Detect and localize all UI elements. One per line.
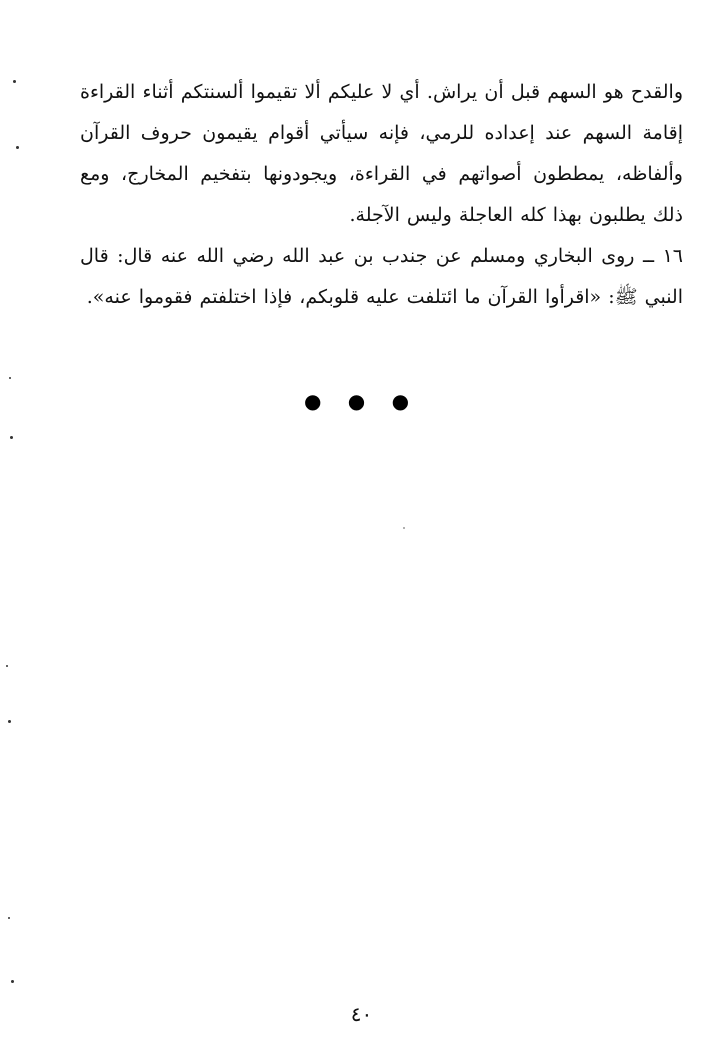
scan-speck — [13, 80, 16, 83]
scan-speck — [11, 980, 14, 983]
paragraph-hadith-16: ١٦ ــ روى البخاري ومسلم عن جندب بن عبد الله رضي الله عنه قال: قال النبي ﷺ: «اقرأوا القرآن ما ائتلفت عليه قلوبكم، فإذا اختلفتم فقوموا عنه». — [80, 245, 683, 308]
scan-speck — [6, 665, 8, 667]
scan-speck — [8, 917, 10, 919]
page-number: ٤٠ — [350, 1002, 373, 1026]
scan-speck — [9, 377, 11, 379]
paragraph-explanation: والقدح هو السهم قبل أن يراش. أي لا عليكم ألا تقيموا ألسنتكم أثناء القراءة إقامة السهم عند إعداده للرمي، فإنه سيأتي أقوام يقيمون حروف القرآن وألفاظه، يمططون أصواتهم في القراءة، ويجودونها بتفخيم المخارج، ومع ذلك يطلبون بهذا كله العاجلة وليس الآجلة. — [80, 81, 683, 226]
scan-speck — [8, 720, 11, 723]
scan-speck — [16, 146, 19, 149]
section-separator: ● ● ● — [303, 389, 420, 413]
scan-speck — [10, 436, 13, 439]
scan-speck — [403, 527, 405, 529]
